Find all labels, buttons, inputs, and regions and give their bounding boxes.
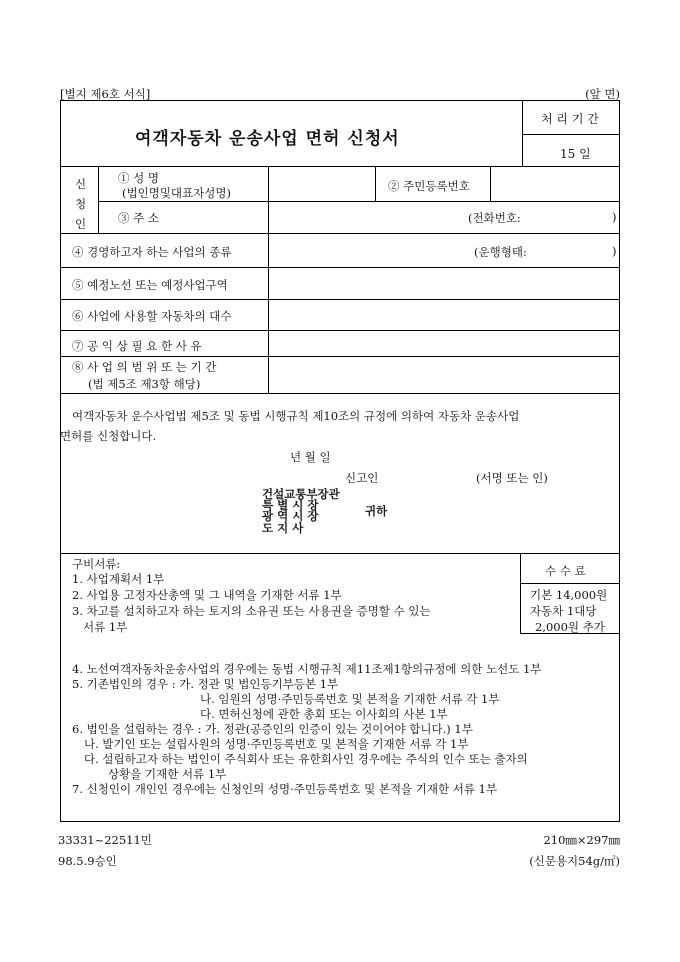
address-label: ③ 주 소 bbox=[118, 211, 160, 225]
business-scope-sublabel: (법 제5조 제3항 해당) bbox=[88, 377, 201, 391]
statement-line-2: 면허를 신청합니다. bbox=[60, 429, 157, 443]
applicant-side-label-1: 신 bbox=[75, 177, 87, 191]
document-item-5: 5. 기존법인의 경우 : 가. 정관 및 법인등기부등본 1부 bbox=[72, 677, 339, 691]
signature-note: (서명 또는 인) bbox=[476, 471, 548, 485]
phone-label: (전화번호: bbox=[468, 211, 521, 225]
documents-heading: 구비서류: bbox=[72, 557, 121, 571]
authority-3: 광 역 시 장 bbox=[262, 509, 319, 523]
processing-period-label: 처 리 기 간 bbox=[541, 112, 599, 126]
document-item-1: 1. 사업계획서 1부 bbox=[72, 572, 165, 586]
page-side-label: (앞 면) bbox=[585, 87, 620, 101]
vehicle-count-label: ⑥ 사업에 사용할 자동차의 대수 bbox=[72, 309, 232, 323]
authority-4: 도 지 사 bbox=[262, 521, 304, 535]
form-number: [별지 제6호 서식] bbox=[60, 87, 151, 101]
phone-close: ) bbox=[612, 210, 617, 224]
operation-type-label: (운행형태: bbox=[474, 245, 527, 259]
document-item-5c: 다. 면허신청에 관한 총회 또는 이사회의 사본 1부 bbox=[200, 707, 448, 721]
operation-type-close: ) bbox=[612, 244, 617, 258]
public-need-field[interactable] bbox=[270, 332, 618, 355]
rrn-label: ② 주민등록번호 bbox=[388, 179, 470, 193]
fee-line-3: 2,000원 추가 bbox=[535, 620, 605, 634]
date-line: 년 월 일 bbox=[290, 450, 331, 464]
vehicle-count-field[interactable] bbox=[270, 301, 618, 329]
authority-2: 특 별 시 장 bbox=[262, 498, 319, 512]
applicant-side-label-2: 청 bbox=[75, 197, 87, 211]
honorific: 귀하 bbox=[365, 504, 388, 518]
document-item-2: 2. 사업용 고정자산총액 및 그 내역을 기재한 서류 1부 bbox=[72, 588, 342, 602]
document-item-4: 4. 노선여객자동차운송사업의 경우에는 동법 시행규칙 제11조제1항의규정에 의한 노선도 1부 bbox=[72, 662, 542, 676]
fee-line-2: 자동차 1대당 bbox=[530, 604, 597, 618]
business-scope-field[interactable] bbox=[270, 358, 618, 392]
business-type-field[interactable] bbox=[270, 235, 470, 265]
statement-line-1: 여객자동차 운수사업법 제5조 및 동법 시행규칙 제10조의 규정에 의하여 자동차 운송사업 bbox=[72, 409, 520, 423]
document-item-3: 3. 차고를 설치하고자 하는 토지의 소유권 또는 사용권을 증명할 수 있는 bbox=[72, 604, 431, 618]
name-sublabel: (법인명및대표자성명) bbox=[122, 186, 231, 200]
business-type-label: ④ 경영하고자 하는 사업의 종류 bbox=[72, 245, 232, 259]
name-label: ① 성 명 bbox=[118, 171, 160, 185]
applicant-side-label-3: 인 bbox=[75, 217, 87, 231]
fee-line-1: 기본 14,000원 bbox=[530, 588, 608, 602]
paper-size: 210㎜×297㎜ bbox=[543, 833, 620, 847]
business-scope-label: ⑧ 사 업 의 범 위 또 는 기 간 bbox=[72, 360, 217, 374]
fee-label: 수 수 료 bbox=[545, 564, 586, 578]
document-item-6d: 상황을 기재한 서류 1부 bbox=[108, 767, 227, 781]
document-item-6: 6. 법인을 설립하는 경우 : 가. 정관(공증인의 인증이 있는 것이어야 합니다.) 1부 bbox=[72, 722, 473, 736]
applicant-sign-label: 신고인 bbox=[345, 471, 379, 485]
approval-date: 98.5.9승인 bbox=[58, 854, 117, 868]
form-code: 33331~22511민 bbox=[58, 833, 152, 847]
authority-1: 건설교통부장관 bbox=[262, 487, 340, 501]
rrn-field[interactable] bbox=[492, 168, 618, 200]
route-area-field[interactable] bbox=[270, 269, 618, 298]
paper-type: (신문용지54g/㎡) bbox=[529, 854, 620, 868]
route-area-label: ⑤ 예정노선 또는 예정사업구역 bbox=[72, 278, 228, 292]
document-item-6b: 나. 발기인 또는 설립사원의 성명·주민등록번호 및 본적을 기재한 서류 각 1부 bbox=[84, 737, 469, 751]
name-field[interactable] bbox=[270, 168, 374, 200]
address-field[interactable] bbox=[270, 203, 460, 232]
form-title: 여객자동차 운송사업 면허 신청서 bbox=[135, 129, 400, 149]
processing-period-value: 15 일 bbox=[560, 147, 591, 161]
document-item-5b: 나. 임원의 성명·주민등록번호 및 본적을 기재한 서류 각 1부 bbox=[200, 692, 500, 706]
public-need-label: ⑦ 공 익 상 필 요 한 사 유 bbox=[72, 339, 202, 353]
document-item-7: 7. 신청인이 개인인 경우에는 신청인의 성명·주민등록번호 및 본적을 기재한 서류 1부 bbox=[72, 782, 498, 796]
document-item-3-cont: 서류 1부 bbox=[72, 620, 128, 634]
document-item-6c: 다. 설립하고자 하는 법인이 주식회사 또는 유한회사인 경우에는 주식의 인수 또는 출자의 bbox=[84, 752, 528, 766]
